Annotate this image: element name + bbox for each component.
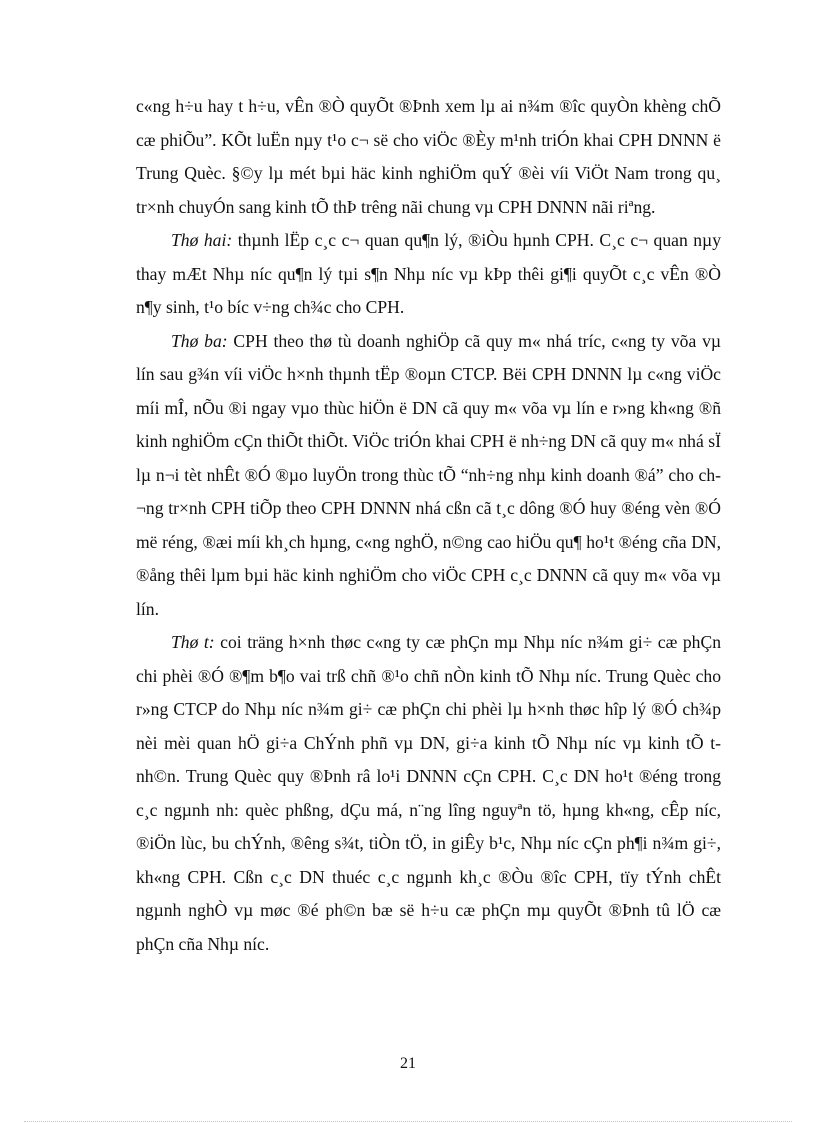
paragraph-4	[136, 626, 721, 961]
paragraph-4-text: coi träng h×nh thøc c«ng ty cæ phÇn mµ Nhµ níc n¾m gi÷ cæ phÇn chi phèi ®Ó ®¶m b¶o vai trß chñ ®¹o chñ nÒn kinh tÕ Nhµ níc. Trung Quèc cho r»ng CTCP do Nhµ níc n¾m gi÷ cæ phÇn chi phèi lµ h×nh thøc hîp lý ®Ó ch¾p nèi mèi quan hÖ gi÷a ChÝnh phñ vµ DN, gi÷a kinh tÕ Nhµ níc vµ kinh tÕ t nh©n. Trung Quèc quy ®Þnh râ lo¹i DNNN cÇn CPH. C¸c DN ho¹t ®éng trong c¸c ngµnh nh: quèc phßng, dÇu má, n¨ng lîng nguyªn tö, hµng kh«ng, cÊp níc, ®iÖn lùc, bu chÝnh, ®êng s¾t, tiÒn tÖ, in giÊy b¹c, Nhµ níc cÇn ph¶i n¾m gi÷, kh«ng CPH. Cßn c¸c DN thuéc c¸c ngµnh kh¸c ®Òu ®îc CPH, tïy tÝnh chÊt ngµnh nghÒ vµ møc ®é ph©n bæ së h÷u cæ phÇn mµ quyÕt ®Þnh tû lÖ cæ phÇn cña Nhµ níc.	[136, 632, 721, 954]
paragraph-2-text: thµnh lËp c¸c c¬ quan qu¶n lý, ®iÒu hµnh CPH. C¸c c¬ quan nµy thay mÆt Nhµ níc qu¶n lý tµi s¶n Nhµ níc vµ kÞp thêi gi¶i quyÕt c¸c vÊn ®Ò n¶y sinh, t¹o bíc v÷ng ch¾c cho CPH.	[136, 230, 721, 317]
paragraph-2	[136, 224, 721, 325]
paragraph-2-lead: Thø hai:	[171, 230, 233, 250]
paragraph-3-text: CPH theo thø tù doanh nghiÖp cã quy m« nhá tríc, c«ng ty võa vµ lín sau g¾n víi viÖc h×nh thµnh tËp ®oµn CTCP. Bëi CPH DNNN lµ c«ng viÖc míi mÎ, nÕu ®i ngay vµo thùc hiÖn ë DN cã quy m« võa vµ lín e r»ng kh«ng ®ñ kinh nghiÖm cÇn thiÕt thiÕt. ViÖc triÓn khai CPH ë nh÷ng DN cã quy m« nhá sÏ lµ n¬i tèt nhÊt ®Ó ®µo luyÖn trong thùc tÕ “nh÷ng nhµ kinh doanh ®á” cho ch¬ng tr×nh CPH tiÕp theo CPH DNNN nhá cßn cã t¸c dông ®Ó huy ®éng vèn ®Ó më réng, ®æi míi kh¸ch hµng, c«ng nghÖ, n©ng cao hiÖu qu¶ ho¹t ®éng cña DN, ®ång thêi lµm bµi häc kinh nghiÖm cho viÖc CPH c¸c DNNN cã quy m« võa vµ lín.	[136, 330, 721, 619]
page-bottom-divider	[24, 1121, 792, 1122]
paragraph-3-lead: Thø ba:	[171, 330, 228, 351]
paragraph-4-lead: Thø t:	[171, 632, 215, 652]
paragraph-1	[136, 90, 721, 224]
page-number: 21	[400, 1055, 416, 1072]
paragraph-1-text: c«ng h÷u hay t h÷u, vÊn ®Ò quyÕt ®Þnh xem lµ ai n¾m ®îc quyÒn khèng chÕ cæ phiÕu”. KÕt luËn nµy t¹o c¬ së cho viÖc ®Èy m¹nh triÓn khai CPH DNNN ë Trung Quèc. §©y lµ mét bµi häc kinh nghiÖm quÝ ®èi víi ViÖt Nam trong qu¸ tr×nh chuyÓn sang kinh tÕ thÞ trêng nãi chung vµ CPH DNNN nãi riªng.	[136, 96, 721, 217]
body-text	[136, 90, 721, 961]
paragraph-3	[136, 325, 721, 627]
